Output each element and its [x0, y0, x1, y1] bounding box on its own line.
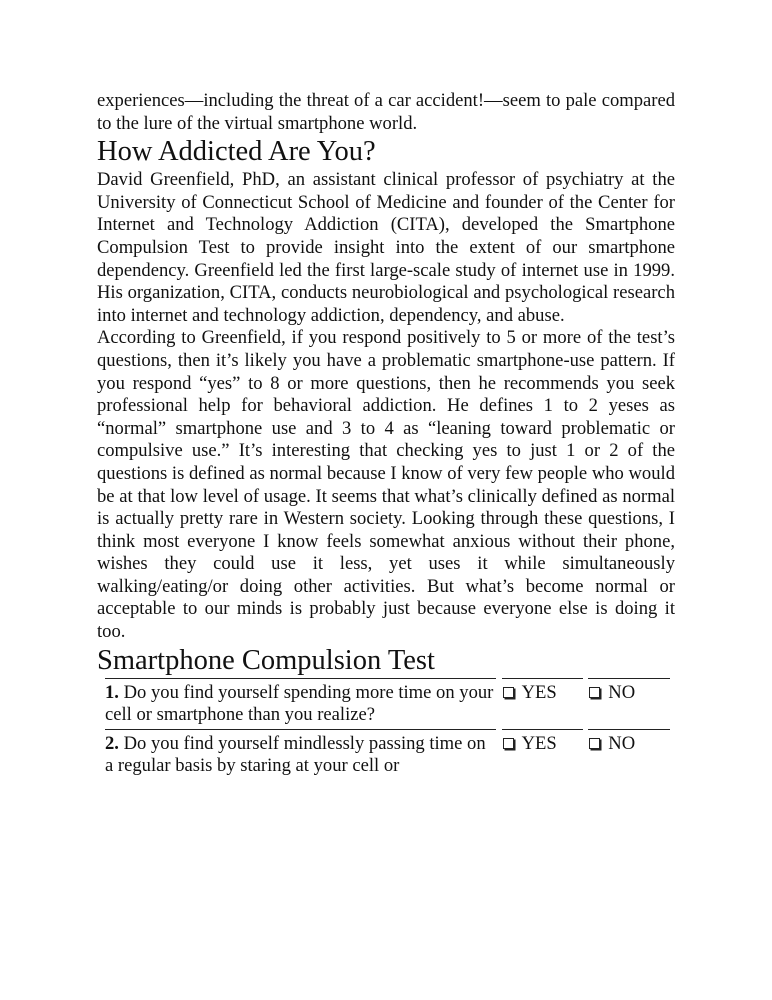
- yes-option[interactable]: [502, 678, 584, 705]
- yes-label: YES: [521, 732, 557, 754]
- no-option[interactable]: [588, 729, 670, 756]
- no-checkbox-icon[interactable]: [589, 738, 600, 749]
- no-label: NO: [608, 681, 636, 703]
- question-text: Do you find yourself spending more time on your cell or smartphone than you realize?: [105, 681, 494, 726]
- yes-label: YES: [521, 681, 557, 703]
- yes-checkbox-icon[interactable]: [503, 738, 514, 749]
- question-cell: [105, 729, 496, 778]
- no-option[interactable]: [588, 678, 670, 705]
- page-content: [97, 90, 675, 778]
- question-text: Do you find yourself mindlessly passing time on a regular basis by staring at your cell or: [105, 732, 486, 777]
- compulsion-test-table: [105, 678, 670, 778]
- intro-paragraph: experiences—including the threat of a car accident!—seem to pale compared to the lure of the virtual smartphone world.: [97, 90, 675, 134]
- question-cell: [105, 678, 496, 727]
- question-number: 1.: [105, 681, 119, 703]
- question-row: [105, 678, 670, 727]
- yes-checkbox-icon[interactable]: [503, 687, 514, 698]
- question-number: 2.: [105, 732, 119, 754]
- section-heading-compulsion-test: Smartphone Compulsion Test: [97, 644, 435, 676]
- paragraph-greenfield-bio: David Greenfield, PhD, an assistant clinical professor of psychiatry at the University of Connecticut School of Medicine and founder of the Center for Internet and Technology Addiction (CITA), developed the Smartphone Compulsion Test to provide insight into the extent of our smartphone dependency. Greenfield led the first large-scale study of internet use in 1999. His organization, CITA, conducts neurobiological and psychological research into internet and technology addiction, dependency, and abuse.: [97, 169, 675, 326]
- no-label: NO: [608, 732, 636, 754]
- yes-option[interactable]: [502, 729, 584, 756]
- no-checkbox-icon[interactable]: [589, 687, 600, 698]
- question-row: [105, 729, 670, 778]
- paragraph-scoring: According to Greenfield, if you respond positively to 5 or more of the test’s questions, then it’s likely you have a problematic smartphone-use pattern. If you respond “yes” to 8 or more questions, then he recommends you seek professional help for behavioral addiction. He defines 1 to 2 yeses as “normal” smartphone use and 3 to 4 as “leaning toward problematic or compulsive use.” It’s interesting that checking yes to just 1 or 2 of the questions is defined as normal because I know of very few people who would be at that low level of usage. It seems that what’s clinically defined as normal is actually pretty rare in Western society. Looking through these questions, I think most everyone I know feels somewhat anxious without their phone, wishes they could use it less, yet uses it while simultaneously walking/eating/or doing other activities. But what’s become normal or acceptable to our minds is probably just because everyone else is doing it too.: [97, 327, 675, 643]
- section-heading-how-addicted: How Addicted Are You?: [97, 136, 376, 168]
